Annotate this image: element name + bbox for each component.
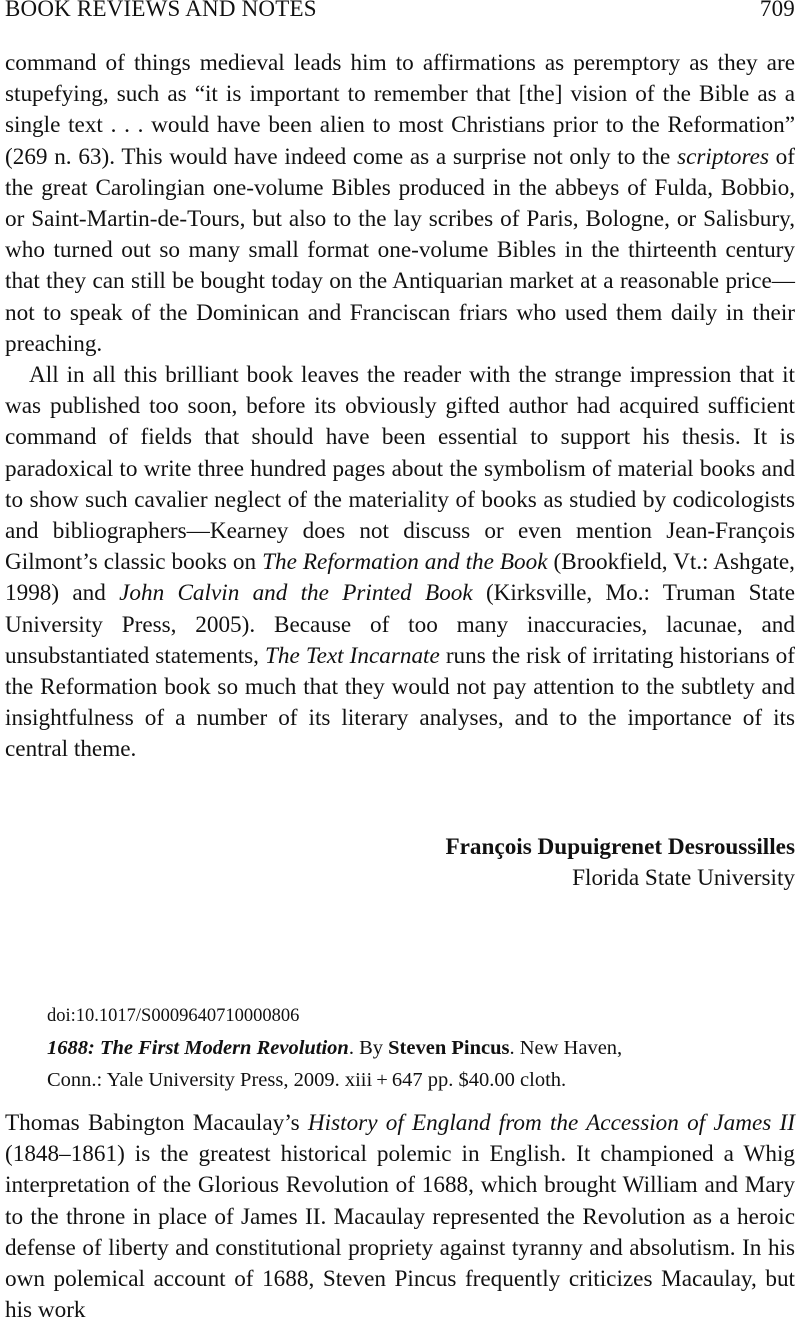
paragraph-2-text-a: All in all this brilliant book leaves the reader with the strange impression that it was published too soon, before its obviously gifted author had acquired sufficient command of fields that should have been essential to support his thesis. It is paradoxical to write three hundred pages about the symbolism of material books and to show such cavalier neglect of the materiality of books as studied by codicologists and bibliographers—Kearney does not discuss or even mention Jean-François Gilmont’s classic books on	[5, 362, 795, 576]
paragraph-2-text-b: (Brookfield, Vt.: Ashgate, 1998) and	[5, 549, 795, 607]
citation-book-title: 1688: The First Modern Revolution	[47, 1037, 349, 1059]
reviewer-name: François Dupuigrenet Desroussilles	[445, 834, 795, 860]
citation-doi: doi:10.1017/S0009640710000806	[47, 1006, 300, 1026]
reviewer-affiliation: Florida State University	[572, 865, 795, 891]
reviewer-signature	[445, 832, 795, 894]
citation-publisher-line-2: Conn.: Yale University Press, 2009. xiii + 647 pp. $40.00 cloth.	[47, 1069, 567, 1091]
paragraph-1-text-b: of the great Carolingian one-volume Bibles produced in the abbeys of Fulda, Bobbio, or Saint-Martin-de-Tours, but also to the lay scribes of Paris, Bologne, or Salisbury, who turned out so many small format one-volume Bibles in the thirteenth century that they can still be bought today on the Antiquarian market at a reasonable price—not to speak of the Dominican and Franciscan friars who used them daily in their preaching.	[5, 143, 795, 357]
running-header	[5, 0, 795, 26]
paragraph-1	[5, 48, 795, 360]
paragraph-2-text-c: (Kirksville, Mo.: Truman State University Press, 2005). Because of too many inaccuracies, lacunae, and unsubstantiated statements,	[5, 580, 795, 669]
paragraph-2	[5, 360, 795, 766]
paragraph-3	[5, 1108, 795, 1326]
paragraph-2-italic-title-3: The Text Incarnate	[265, 642, 440, 669]
citation-publisher-line-1: . New Haven,	[509, 1037, 623, 1059]
citation-author: Steven Pincus	[388, 1037, 510, 1059]
book-citation	[47, 1000, 767, 1096]
page-number: 709	[759, 0, 795, 21]
citation-line-1	[47, 1032, 767, 1064]
paragraph-3-text-b: (1848–1861) is the greatest historical polemic in English. It championed a Whig interpretation of the Glorious Revolution of 1688, which brought William and Mary to the throne in place of James II. Macaulay represented the Revolution as a heroic defense of liberty and constitutional propriety against tyranny and absolutism. In his own polemical account of 1688, Steven Pincus frequently criticizes Macaulay, but his work	[5, 1141, 795, 1324]
paragraph-3-text-a: Thomas Babington Macaulay’s	[5, 1110, 308, 1136]
paragraph-2-italic-title-1: The Reformation and the Book	[262, 549, 548, 576]
paragraph-3-italic-title: History of England from the Accession of James II	[307, 1110, 795, 1136]
paragraph-2-text-d: runs the risk of irritating historians of the Reformation book so much that they would not pay attention to the subtlety and insightfulness of a number of its literary analyses, and to the importance of its central theme.	[5, 642, 795, 763]
citation-by: . By	[348, 1037, 389, 1059]
paragraph-1-text-a: command of things medieval leads him to affirmations as peremptory as they are stupefying, such as “it is important to remember that [the] vision of the Bible as a single text . . . would have been alien to most Christians prior to the Reformation” (269 n. 63). This would have indeed come as a surprise not only to the	[5, 50, 795, 170]
running-head-title: BOOK REVIEWS AND NOTES	[5, 0, 317, 21]
paragraph-2-italic-title-2: John Calvin and the Printed Book	[119, 580, 473, 607]
paragraph-1-italic-scriptores: scriptores	[677, 143, 769, 170]
